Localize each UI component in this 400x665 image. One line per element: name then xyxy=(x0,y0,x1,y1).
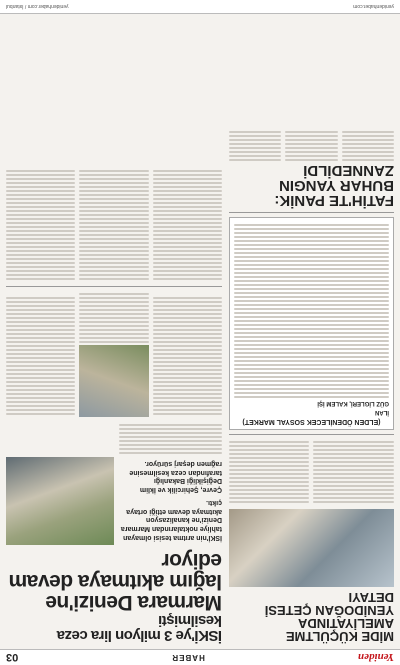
footer-right: yenidenhaber.com / İstanbul xyxy=(6,3,69,10)
fatih-headline: FATİH'TE PANİK: BUHAR YANGIN ZANNEDİLDİ xyxy=(274,162,394,209)
iski-headline-main: Marmara Denizi'ne lağım akıtmaya devam ediyor xyxy=(9,549,222,614)
lead-paragraph-2: Çevre, Şehircilik ve İklim Değişikliği Bakanlığı tarafından ceza kesilmesine rağmen deşarj sürüyor. xyxy=(129,460,222,494)
feature-body-lower xyxy=(6,168,222,282)
notice-title: İLAN xyxy=(375,409,389,415)
page-number: 03 xyxy=(6,651,19,664)
notice-heading: (ELDEN ÖDENİLECEK SOSYAL MARKET) xyxy=(242,418,381,425)
masthead xyxy=(0,649,400,665)
newspaper-logo: Yeniden xyxy=(357,651,394,664)
left-column xyxy=(229,43,394,643)
sewage-outlet-photo xyxy=(6,457,114,545)
feature-top xyxy=(6,422,222,545)
fatih-body xyxy=(229,129,394,163)
footer-left: yenidenhaber.com xyxy=(353,3,394,10)
left-headline: MİDE KÜÇÜLTME AMELİYATINDA YENİDOĞAN ÇETESİ DETAYI xyxy=(264,590,394,644)
page-footer xyxy=(0,0,400,14)
iski-headline-top: İSKİ'ye 3 milyon lira ceza kesilmişti xyxy=(57,612,222,644)
notice-subtitle: GÜZ LİGLERİ, KALEM İŞİ xyxy=(317,400,389,406)
shoreline-photo xyxy=(79,345,148,417)
feature-body xyxy=(6,291,222,417)
section-label: HABER xyxy=(171,653,205,662)
lead-paragraph-1: İSKİ'nin arıtma tesisi olmayan tahliye noktalarından Marmara Denizi'ne kanalizasyon akıtmaya devam ettiği ortaya çıktı. xyxy=(120,499,222,541)
legal-notice-box xyxy=(229,217,394,430)
left-body xyxy=(229,439,394,505)
right-column xyxy=(6,43,222,643)
surgery-photo xyxy=(229,509,394,587)
